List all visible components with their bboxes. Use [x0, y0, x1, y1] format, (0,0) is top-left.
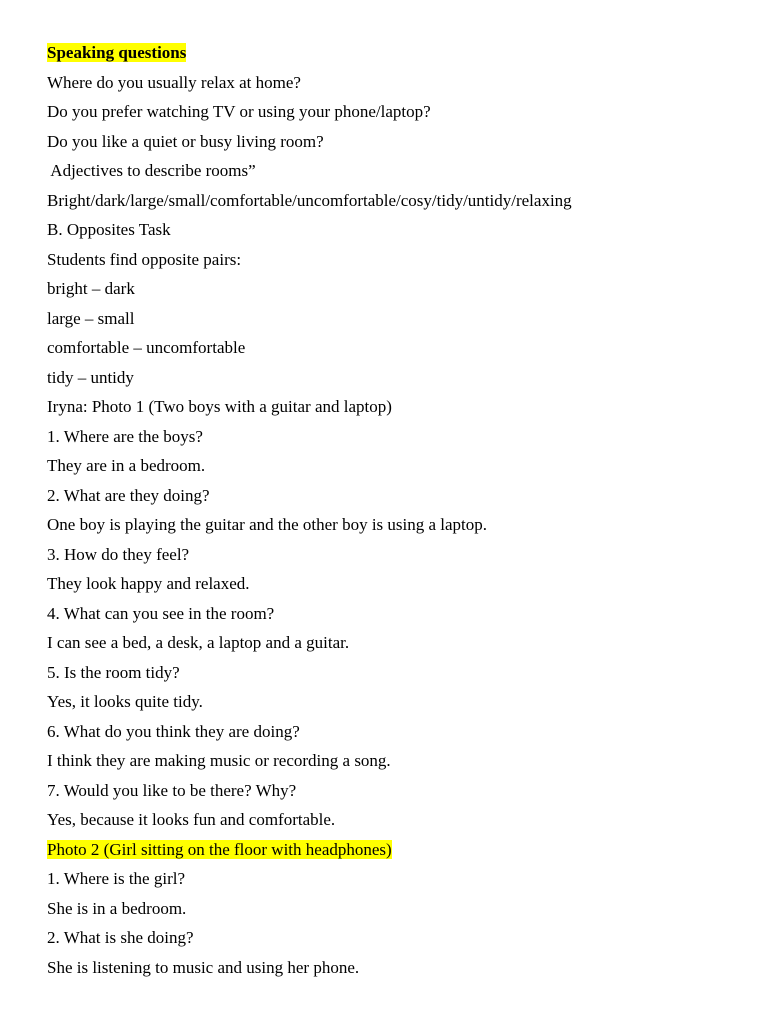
answer-line: She is in a bedroom.	[47, 898, 187, 918]
answer-line: She is listening to music and using her phone.	[47, 957, 360, 977]
photo-2-heading	[47, 838, 747, 868]
document-body	[47, 41, 747, 985]
answer-line: I think they are making music or recording a song.	[47, 751, 391, 770]
question-line: Do you like a quiet or busy living room?	[47, 131, 324, 151]
highlighted-heading: Photo 2 (Girl sitting on the floor with headphones)	[47, 839, 392, 859]
question-line: 1. Where are the boys?	[47, 426, 203, 446]
opposite-pair: tidy – untidy	[47, 367, 134, 387]
heading-speaking-questions	[47, 41, 747, 71]
question-line: 4. What can you see in the room?	[47, 603, 275, 623]
photo-1-heading: Iryna: Photo 1 (Two boys with a guitar and laptop)	[47, 397, 392, 416]
answer-line: I can see a bed, a desk, a laptop and a guitar.	[47, 633, 350, 652]
question-line: 7. Would you like to be there? Why?	[47, 780, 297, 800]
question-line: 2. What are they doing?	[47, 485, 210, 505]
opposite-pair: large – small	[47, 308, 135, 328]
question-line: Do you prefer watching TV or using your phone/laptop?	[47, 102, 431, 121]
adjectives-list: Bright/dark/large/small/comfortable/uncomfortable/cosy/tidy/untidy/relaxing	[47, 190, 572, 210]
opposites-task-heading: B. Opposites Task	[47, 220, 171, 239]
question-line: 2. What is she doing?	[47, 928, 194, 947]
question-line: 6. What do you think they are doing?	[47, 721, 300, 741]
opposites-instruction: Students find opposite pairs:	[47, 249, 242, 269]
adjectives-heading: Adjectives to describe rooms”	[47, 161, 256, 180]
question-line: 3. How do they feel?	[47, 544, 190, 564]
question-line: 5. Is the room tidy?	[47, 662, 180, 682]
question-line: 1. Where is the girl?	[47, 869, 186, 888]
answer-line: They look happy and relaxed.	[47, 574, 250, 593]
answer-line: Yes, it looks quite tidy.	[47, 692, 203, 711]
answer-line: Yes, because it looks fun and comfortable.	[47, 810, 336, 829]
answer-line: One boy is playing the guitar and the other boy is using a laptop.	[47, 515, 488, 534]
opposite-pair: comfortable – uncomfortable	[47, 338, 246, 357]
highlighted-heading: Speaking questions	[47, 43, 187, 62]
question-line: Where do you usually relax at home?	[47, 72, 301, 92]
opposite-pair: bright – dark	[47, 279, 135, 298]
answer-line: They are in a bedroom.	[47, 456, 206, 475]
